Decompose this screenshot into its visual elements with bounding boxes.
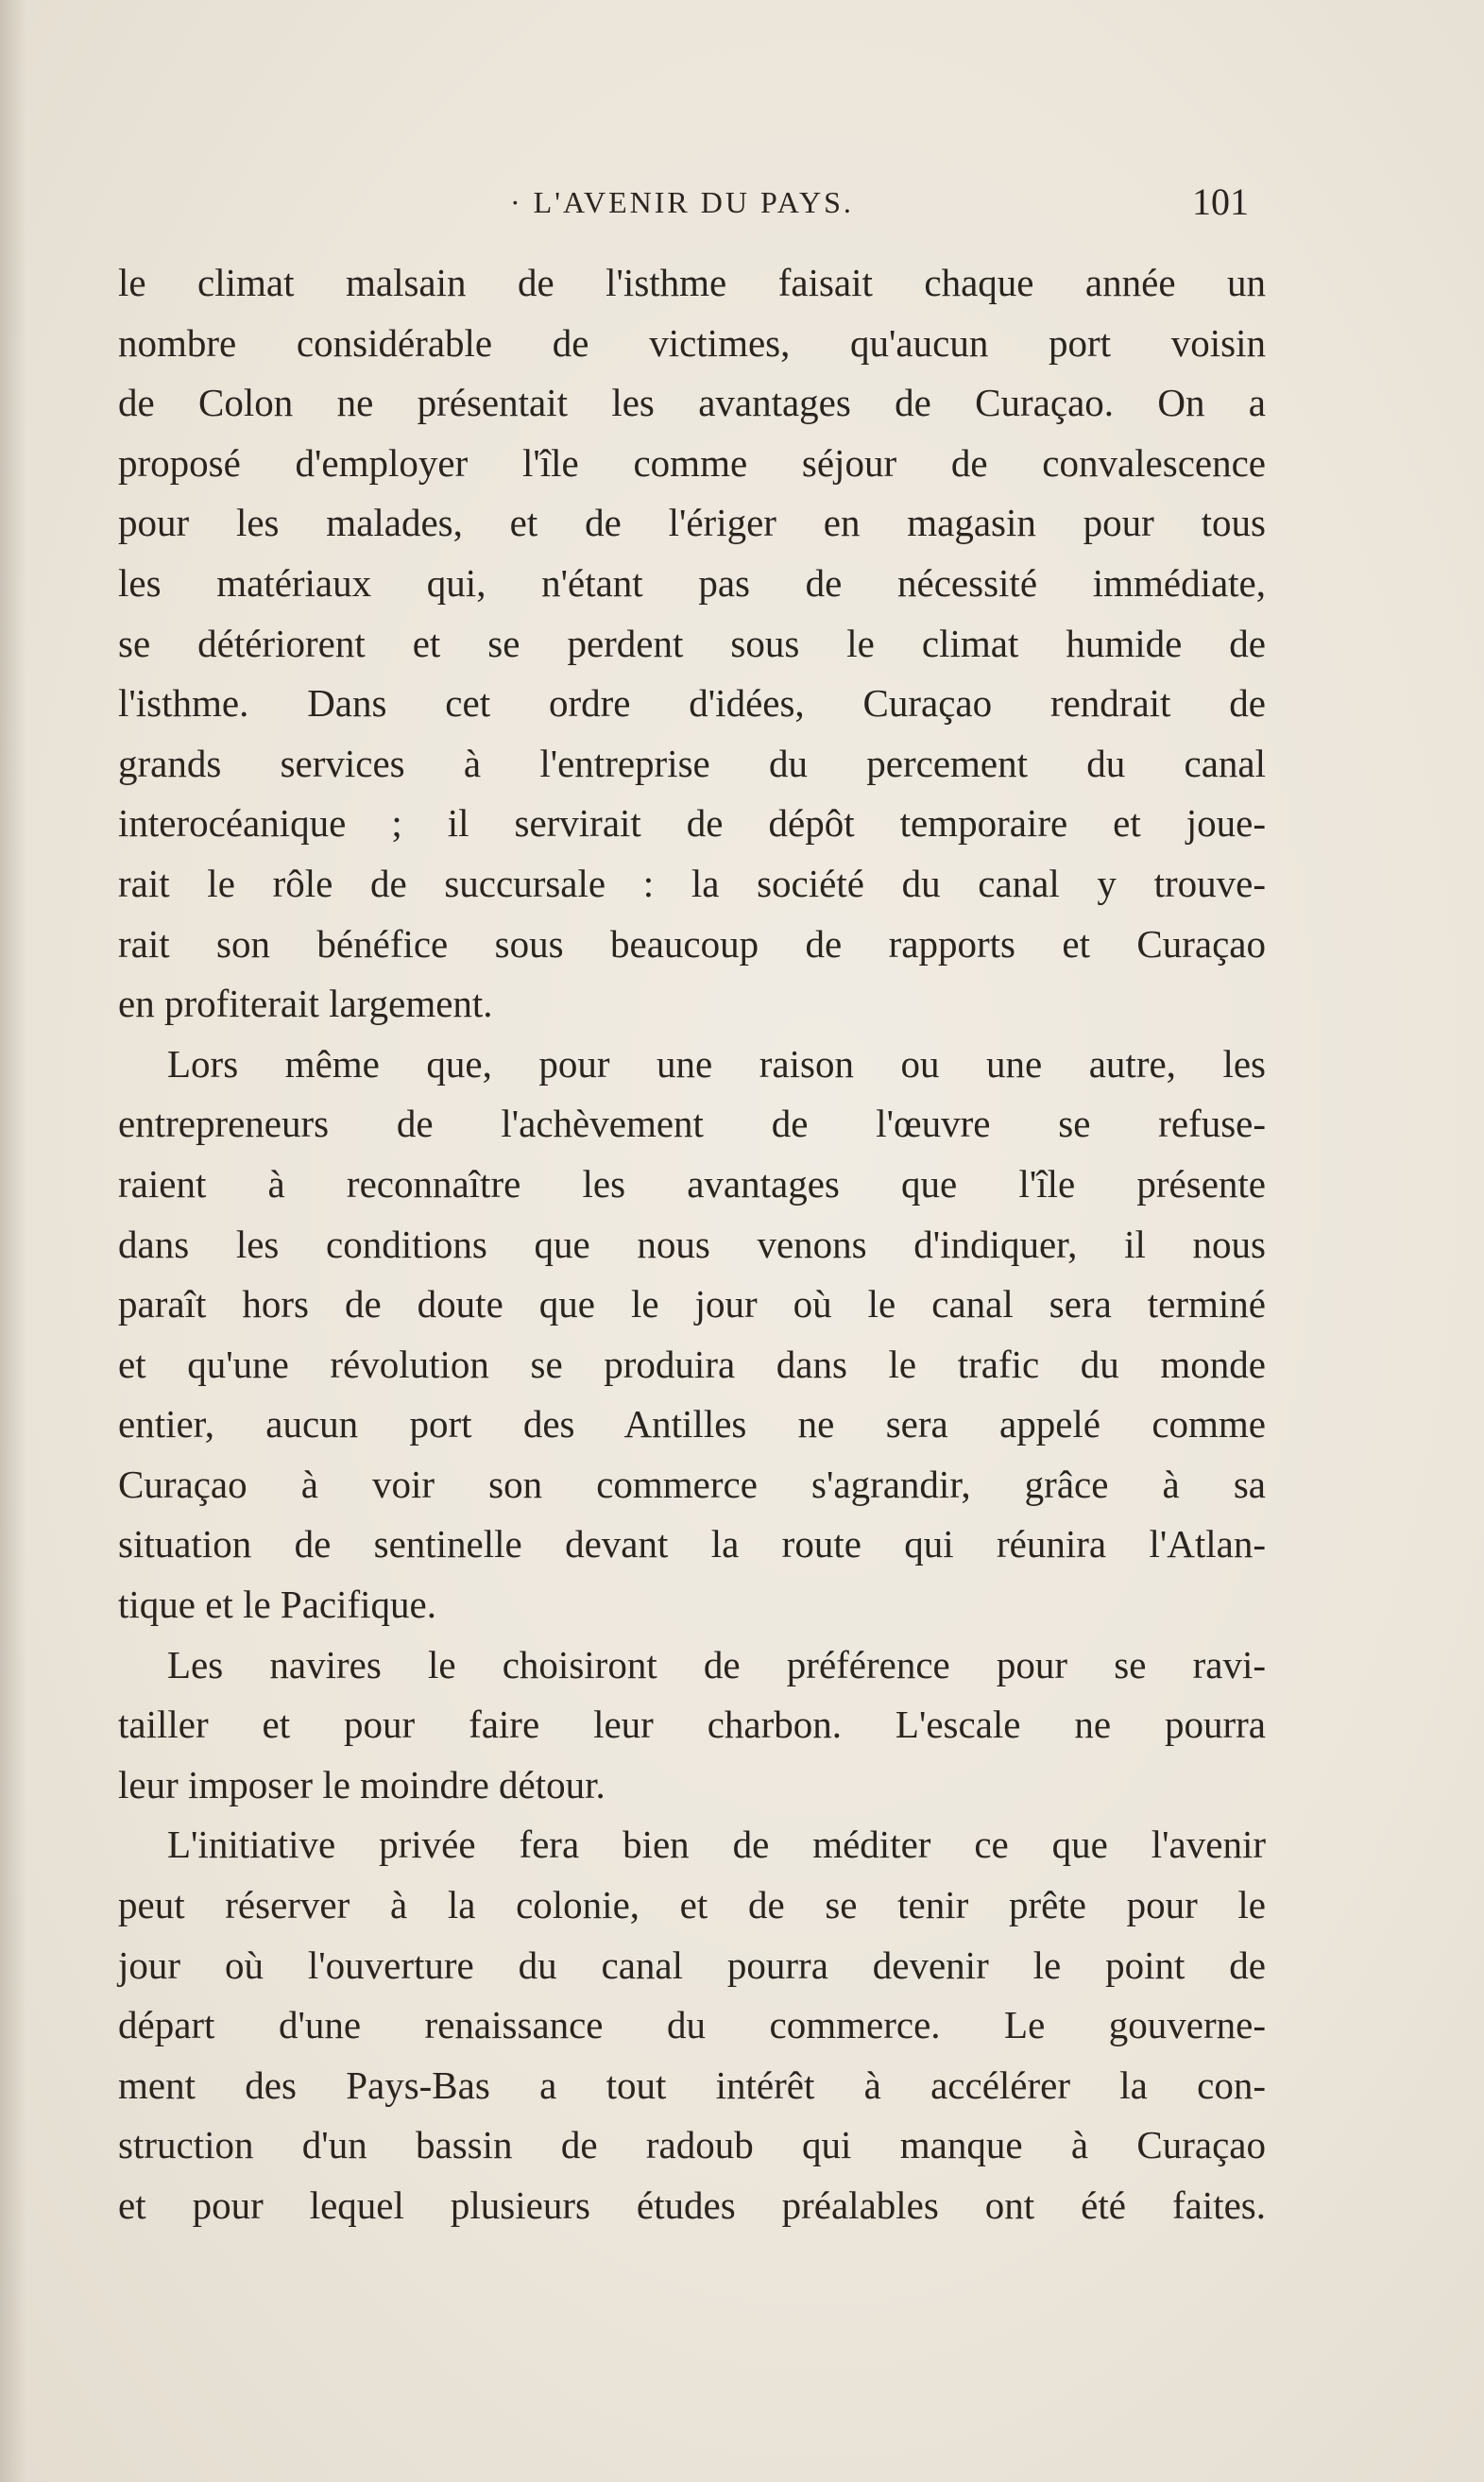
text-line: L'initiative privée fera bien de méditer ce que l'avenir [167, 1823, 1266, 1867]
running-head [0, 180, 1484, 236]
page-number: 101 [1192, 180, 1249, 223]
text-line: proposé d'employer l'île comme séjour de convalescence [118, 440, 1266, 485]
text-line: peut réserver à la colonie, et de se tenir prête pour le [118, 1883, 1266, 1927]
text-line: interocéanique ; il servirait de dépôt temporaire et joue- [118, 801, 1266, 846]
text-line: et qu'une révolution se produira dans le trafic du monde [118, 1342, 1266, 1386]
text-line: grands services à l'entreprise du percement du canal [118, 741, 1266, 785]
page-gutter-shadow [0, 0, 26, 2482]
body-text [118, 253, 1266, 2236]
text-line: Curaçao à voir son commerce s'agrandir, grâce à sa [118, 1462, 1266, 1506]
text-line: l'isthme. Dans cet ordre d'idées, Curaçao rendrait de [118, 681, 1266, 726]
text-line: pour les malades, et de l'ériger en magasin pour tous [118, 501, 1266, 545]
text-line: raient à reconnaître les avantages que l'île présente [118, 1161, 1266, 1206]
text-line: Lors même que, pour une raison ou une autre, les [167, 1041, 1266, 1086]
paragraph-4 [118, 1815, 1266, 2235]
text-line: se détériorent et se perdent sous le climat humide de [118, 621, 1266, 665]
text-line: et pour lequel plusieurs études préalables ont été faites. [118, 2183, 1266, 2227]
text-line: de Colon ne présentait les avantages de Curaçao. On a [118, 381, 1266, 425]
text-line: le climat malsain de l'isthme faisait chaque année un [118, 261, 1266, 304]
text-line: nombre considérable de victimes, qu'aucun port voisin [118, 320, 1266, 365]
text-line: tailler et pour faire leur charbon. L'escale ne pourra [118, 1703, 1266, 1747]
paragraph-2 [118, 1035, 1266, 1635]
text-line: entrepreneurs de l'achèvement de l'œuvre se refuse- [118, 1102, 1266, 1146]
text-line: entier, aucun port des Antilles ne sera appelé comme [118, 1402, 1266, 1446]
paragraph-1 [118, 253, 1266, 1035]
text-line: struction d'un bassin de radoub qui manque à Curaçao [118, 2123, 1266, 2167]
text-line: en profiterait largement. [118, 982, 493, 1026]
text-line: départ d'une renaissance du commerce. Le gouverne- [118, 2003, 1266, 2047]
running-title: · L'AVENIR DU PAYS. [510, 185, 854, 219]
text-line: rait le rôle de succursale : la société du canal y trouve- [118, 861, 1266, 905]
paragraph-3 [118, 1635, 1266, 1816]
text-line: Les navires le choisiront de préférence pour se ravi- [167, 1642, 1266, 1686]
text-line: les matériaux qui, n'étant pas de nécessité immédiate, [118, 560, 1266, 605]
text-line: leur imposer le moindre détour. [118, 1762, 606, 1806]
text-line: rait son bénéfice sous beaucoup de rapports et Curaçao [118, 921, 1266, 966]
text-line: paraît hors de doute que le jour où le canal sera terminé [118, 1282, 1266, 1327]
text-line: situation de sentinelle devant la route qui réunira l'Atlan- [118, 1522, 1266, 1566]
text-line: tique et le Pacifique. [118, 1583, 436, 1627]
text-line: dans les conditions que nous venons d'indiquer, il nous [118, 1222, 1266, 1266]
text-line: jour où l'ouverture du canal pourra devenir le point de [118, 1943, 1266, 1987]
text-line: ment des Pays-Bas a tout intérêt à accélérer la con- [118, 2063, 1266, 2107]
